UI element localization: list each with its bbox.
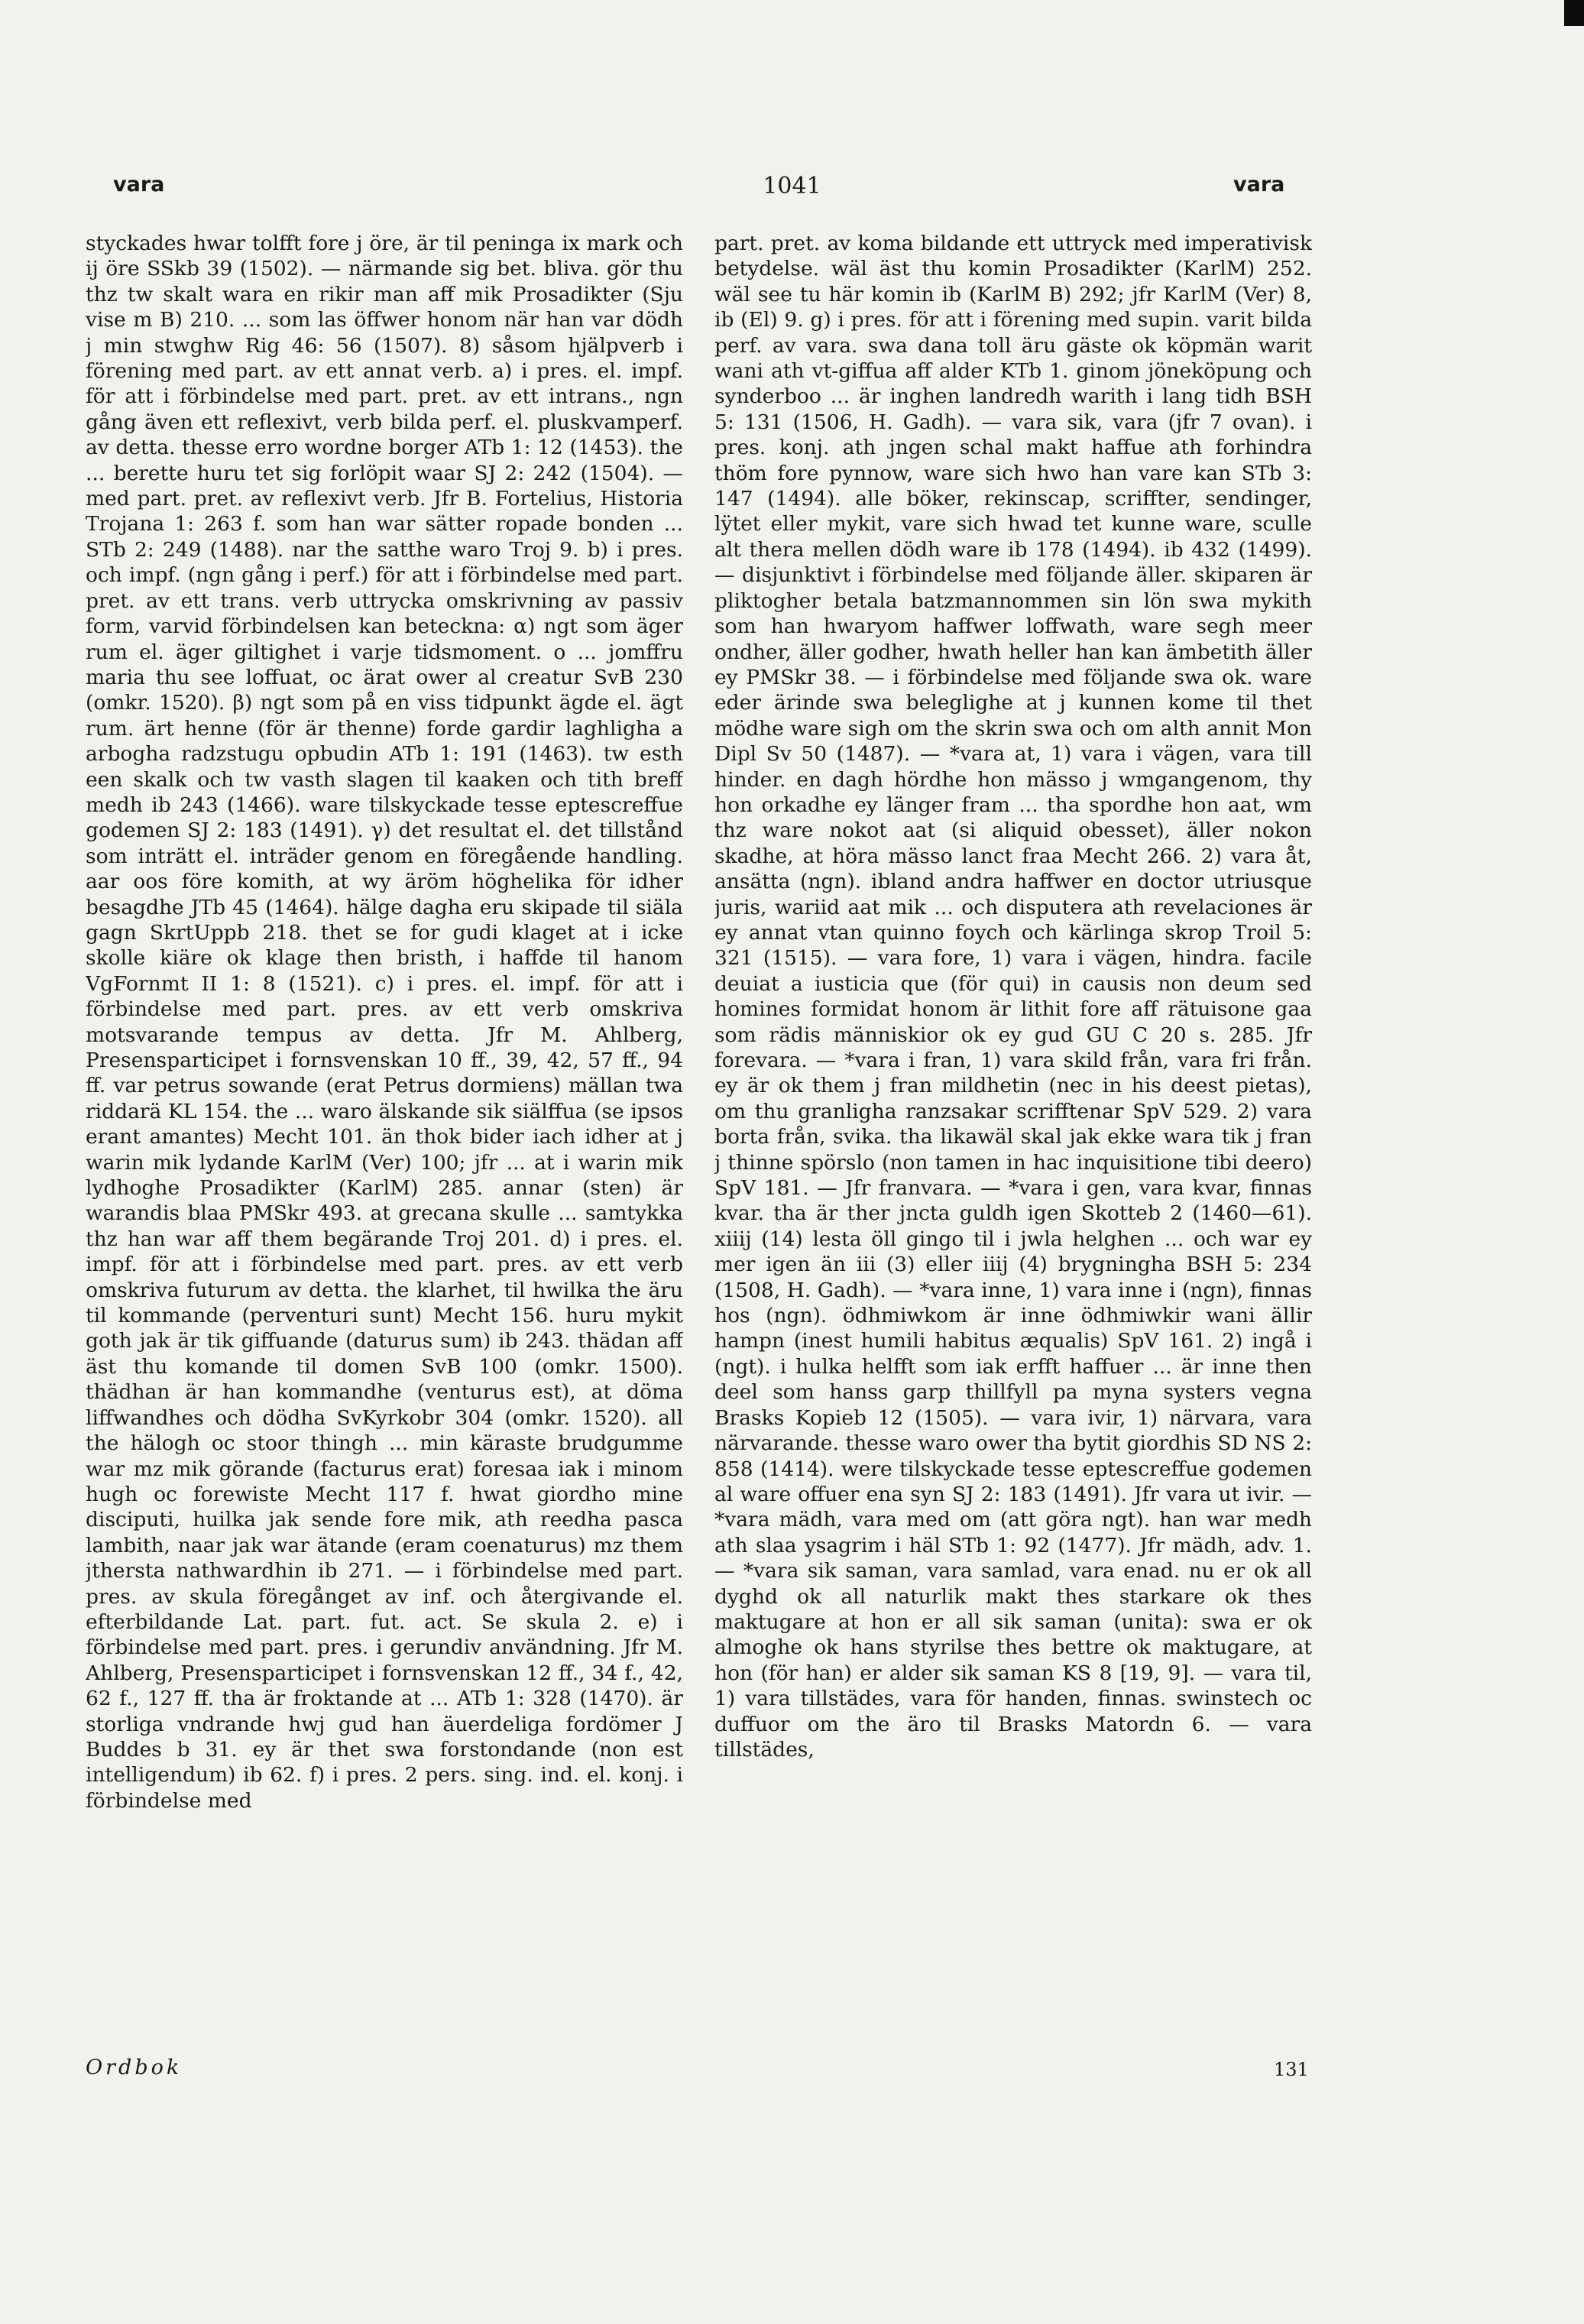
page-number: 1041 (763, 173, 821, 199)
text-column-left (86, 231, 683, 2034)
sheet-number: 131 (1274, 2059, 1309, 2080)
text-column-right (714, 231, 1312, 2034)
column-text: part. pret. av koma bildande ett uttryck med imperativisk betydelse. wäl äst thu komin Prosadikter (KarlM) 252. wäl see tu här komin ib (KarlM B) 292; jfr KarlM (Ver) 8, ib (El) 9. g) i pres. för att i förening med supin. varit bilda perf. av vara. swa dana toll äru gäste ok köpmän warit wani ath vt-giffua aff alder KTb 1. ginom jöneköpung och synderboo ... är inghen landredh warith i lang tidh BSH 5: 131 (1506, H. Gadh). — vara sik, vara (jfr 7 ovan). i pres. konj. ath jngen schal makt haffue ath forhindra thöm fore pynnow, ware sich hwo han vare kan STb 3: 147 (1494). alle böker, rekinscap, scriffter, sendinger, lÿtet eller mykit, vare sich hwad tet kunne ware, sculle alt thera mellen dödh ware ib 178 (1494). ib 432 (1499). — disjunktivt i förbindelse med följande äller. skiparen är pliktogher betala batzmannommen sin lön swa mykith som han hwaryom haffwer loffwath, ware segh meer ondher, äller godher, hwath heller han kan ämbetith äller ey PMSkr 38. — i förbindelse med följande swa ok. ware eder ärinde swa beleglighe at j kunnen kome til thet mödhe ware sigh om the skrin swa och om alth annit Mon Dipl Sv 50 (1487). — *vara at, 1) vara i vägen, vara till hinder. en dagh hördhe hon mässo j wmgangenom, thy hon orkadhe ey länger fram ... tha spordhe hon aat, wm thz ware nokot aat (si aliquid obesset), äller nokon skadhe, at höra mässo lanct fraa Mecht 266. 2) vara åt, ansätta (ngn). ibland andra haffwer en doctor utriusque juris, wariid aat mik ... och disputera ath revelaciones är ey annat vtan quinno foych och kärlinga skrop Troil 5: 321 (1515). — vara fore, 1) vara i vägen, hindra. facile deuiat a iusticia que (för qui) in causis non deum sed homines formidat honom är lithit fore aff rätuisone gaa som rädis människior ok ey gud GU C 20 s. 285. Jfr forevara. — *vara i fran, 1) vara skild från, vara fri från. ey är ok them j fran mildhetin (nec in his deest pietas), om thu granligha ranzsakar scrifftenar SpV 529. 2) vara borta från, svika. tha likawäl skal jak ekke wara tik j fran j thinne spörslo (non tamen in hac inquisitione tibi deero) SpV 181. — Jfr franvara. — *vara i gen, vara kvar, finnas kvar. tha är ther jncta guldh igen Skotteb 2 (1460—61). xiiij (14) lesta öll gingo til i jwla helghen ... och war ey mer igen än iii (3) eller iiij (4) brygningha BSH 5: 234 (1508, H. Gadh). — *vara inne, 1) vara inne i (ngn), finnas hos (ngn). ödhmiwkom är inne ödhmiwkir wani ällir hampn (inest humili habitus æqualis) SpV 161. 2) ingå i (ngt). i hulka helfft som iak erfft haffuer ... är inne then deel som hanss garp thillfyll pa myna systers vegna Brasks Kopieb 12 (1505). — vara ivir, 1) närvara, vara närvarande. thesse waro ower tha bytit giordhis SD NS 2: 858 (1414). were tilskyckade tesse eptescreffue godemen al ware offuer ena syn SJ 2: 183 (1491). Jfr vara ut ivir. — *vara mädh, vara med om (att göra ngt). han war medh ath slaa ysagrim i häl STb 1: 92 (1477). Jfr mädh, adv. 1. — *vara sik saman, vara samlad, vara enad. nu er ok all dyghd ok all naturlik makt thes starkare ok thes maktugare at hon er all sik saman (unita): swa er ok almoghe ok hans styrilse thes bettre ok maktugare, at hon (för han) er alder sik saman KS 8 [19, 9]. — vara til, 1) vara tillstädes, vara för handen, finnas. swinstech oc duffuor om the äro til Brasks Matordn 6. — vara tillstädes, (714, 232, 1312, 1762)
running-headword-right: vara (1233, 173, 1285, 196)
sheet-signature: Ordbok (86, 2056, 183, 2079)
running-headword-left: vara (113, 173, 165, 196)
scan-corner-mark (1564, 0, 1584, 26)
page-header (0, 173, 1584, 203)
column-text: styckades hwar tolfft fore j öre, är til peninga ix mark och ij öre SSkb 39 (1502). — närmande sig bet. bliva. gör thu thz tw skalt wara en rikir man aff mik Prosadikter (Sju vise m B) 210. ... som las öffwer honom när han var dödh j min stwghw Rig 46: 56 (1507). 8) såsom hjälpverb i förening med part. av ett annat verb. a) i pres. el. impf. för att i förbindelse med part. pret. av ett intrans., ngn gång även ett reflexivt, verb bilda perf. el. pluskvamperf. av detta. thesse erro wordne borger ATb 1: 12 (1453). the ... berette huru tet sig forlöpit waar SJ 2: 242 (1504). — med part. pret. av reflexivt verb. Jfr B. Fortelius, Historia Trojana 1: 263 f. som han war sätter ropade bonden ... STb 2: 249 (1488). nar the satthe waro Troj 9. b) i pres. och impf. (ngn gång i perf.) för att i förbindelse med part. pret. av ett trans. verb uttrycka omskrivning av passiv form, varvid förbindelsen kan beteckna: α) ngt som äger rum el. äger giltighet i varje tidsmoment. o ... jomffru maria thu see loffuat, oc ärat ower al creatur SvB 230 (omkr. 1520). β) ngt som på en viss tidpunkt ägde el. ägt rum. ärt henne (för är thenne) forde gardir laghligha a arbogha radzstugu opbudin ATb 1: 191 (1463). tw esth een skalk och tw vasth slagen til kaaken och tith breff medh ib 243 (1466). ware tilskyckade tesse eptescreffue godemen SJ 2: 183 (1491). γ) det resultat el. det tillstånd som inträtt el. inträder genom en föregående handling. aar oos före komith, at wy äröm höghelika för idher besagdhe JTb 45 (1464). hälge dagha eru skipade til siäla gagn SkrtUppb 218. thet se for gudi klaget at i icke skolle kiäre ok klage then bristh, i haffde til hanom VgFornmt II 1: 8 (1521). c) i pres. el. impf. för att i förbindelse med part. pres. av ett verb omskriva motsvarande tempus av detta. Jfr M. Ahlberg, Presensparticipet i fornsvenskan 10 ff., 39, 42, 57 ff., 94 ff. var petrus sowande (erat Petrus dormiens) mällan twa riddarä KL 154. the ... waro älskande sik siälffua (se ipsos erant amantes) Mecht 101. än thok bider iach idher at j warin mik lydande KarlM (Ver) 100; jfr ... at i warin mik lydhoghe Prosadikter (KarlM) 285. annar (sten) är warandis blaa PMSkr 493. at grecana skulle ... samtykka thz han war aff them begärande Troj 201. d) i pres. el. impf. för att i förbindelse med part. pres. av ett verb omskriva futurum av detta. the klarhet, til hwilka the äru til kommande (perventuri sunt) Mecht 156. huru mykit goth jak är tik giffuande (daturus sum) ib 243. thädan aff äst thu komande til domen SvB 100 (omkr. 1500). thädhan är han kommandhe (venturus est), at döma liffwandhes och dödha SvKyrkobr 304 (omkr. 1520). all the hälogh oc stoor thingh ... min käraste brudgumme war mz mik görande (facturus erat) foresaa iak i minom hugh oc forewiste Mecht 117 f. hwat giordho mine disciputi, huilka jak sende fore mik, ath reedha pasca lambith, naar jak war ätande (eram coenaturus) mz them jthersta nathwardhin ib 271. — i förbindelse med part. pres. av skula föregånget av inf. och återgivande el. efterbildande Lat. part. fut. act. Se skula 2. e) i förbindelse med part. pres. i gerundiv användning. Jfr M. Ahlberg, Presensparticipet i fornsvenskan 12 ff., 34 f., 42, 62 f., 127 ff. tha är froktande at ... ATb 1: 328 (1470). är storliga vndrande hwj gud han äuerdeliga fordömer J Buddes b 31. ey är thet swa forstondande (non est intelligendum) ib 62. f) i pres. 2 pers. sing. ind. el. konj. i förbindelse med (86, 232, 683, 1813)
